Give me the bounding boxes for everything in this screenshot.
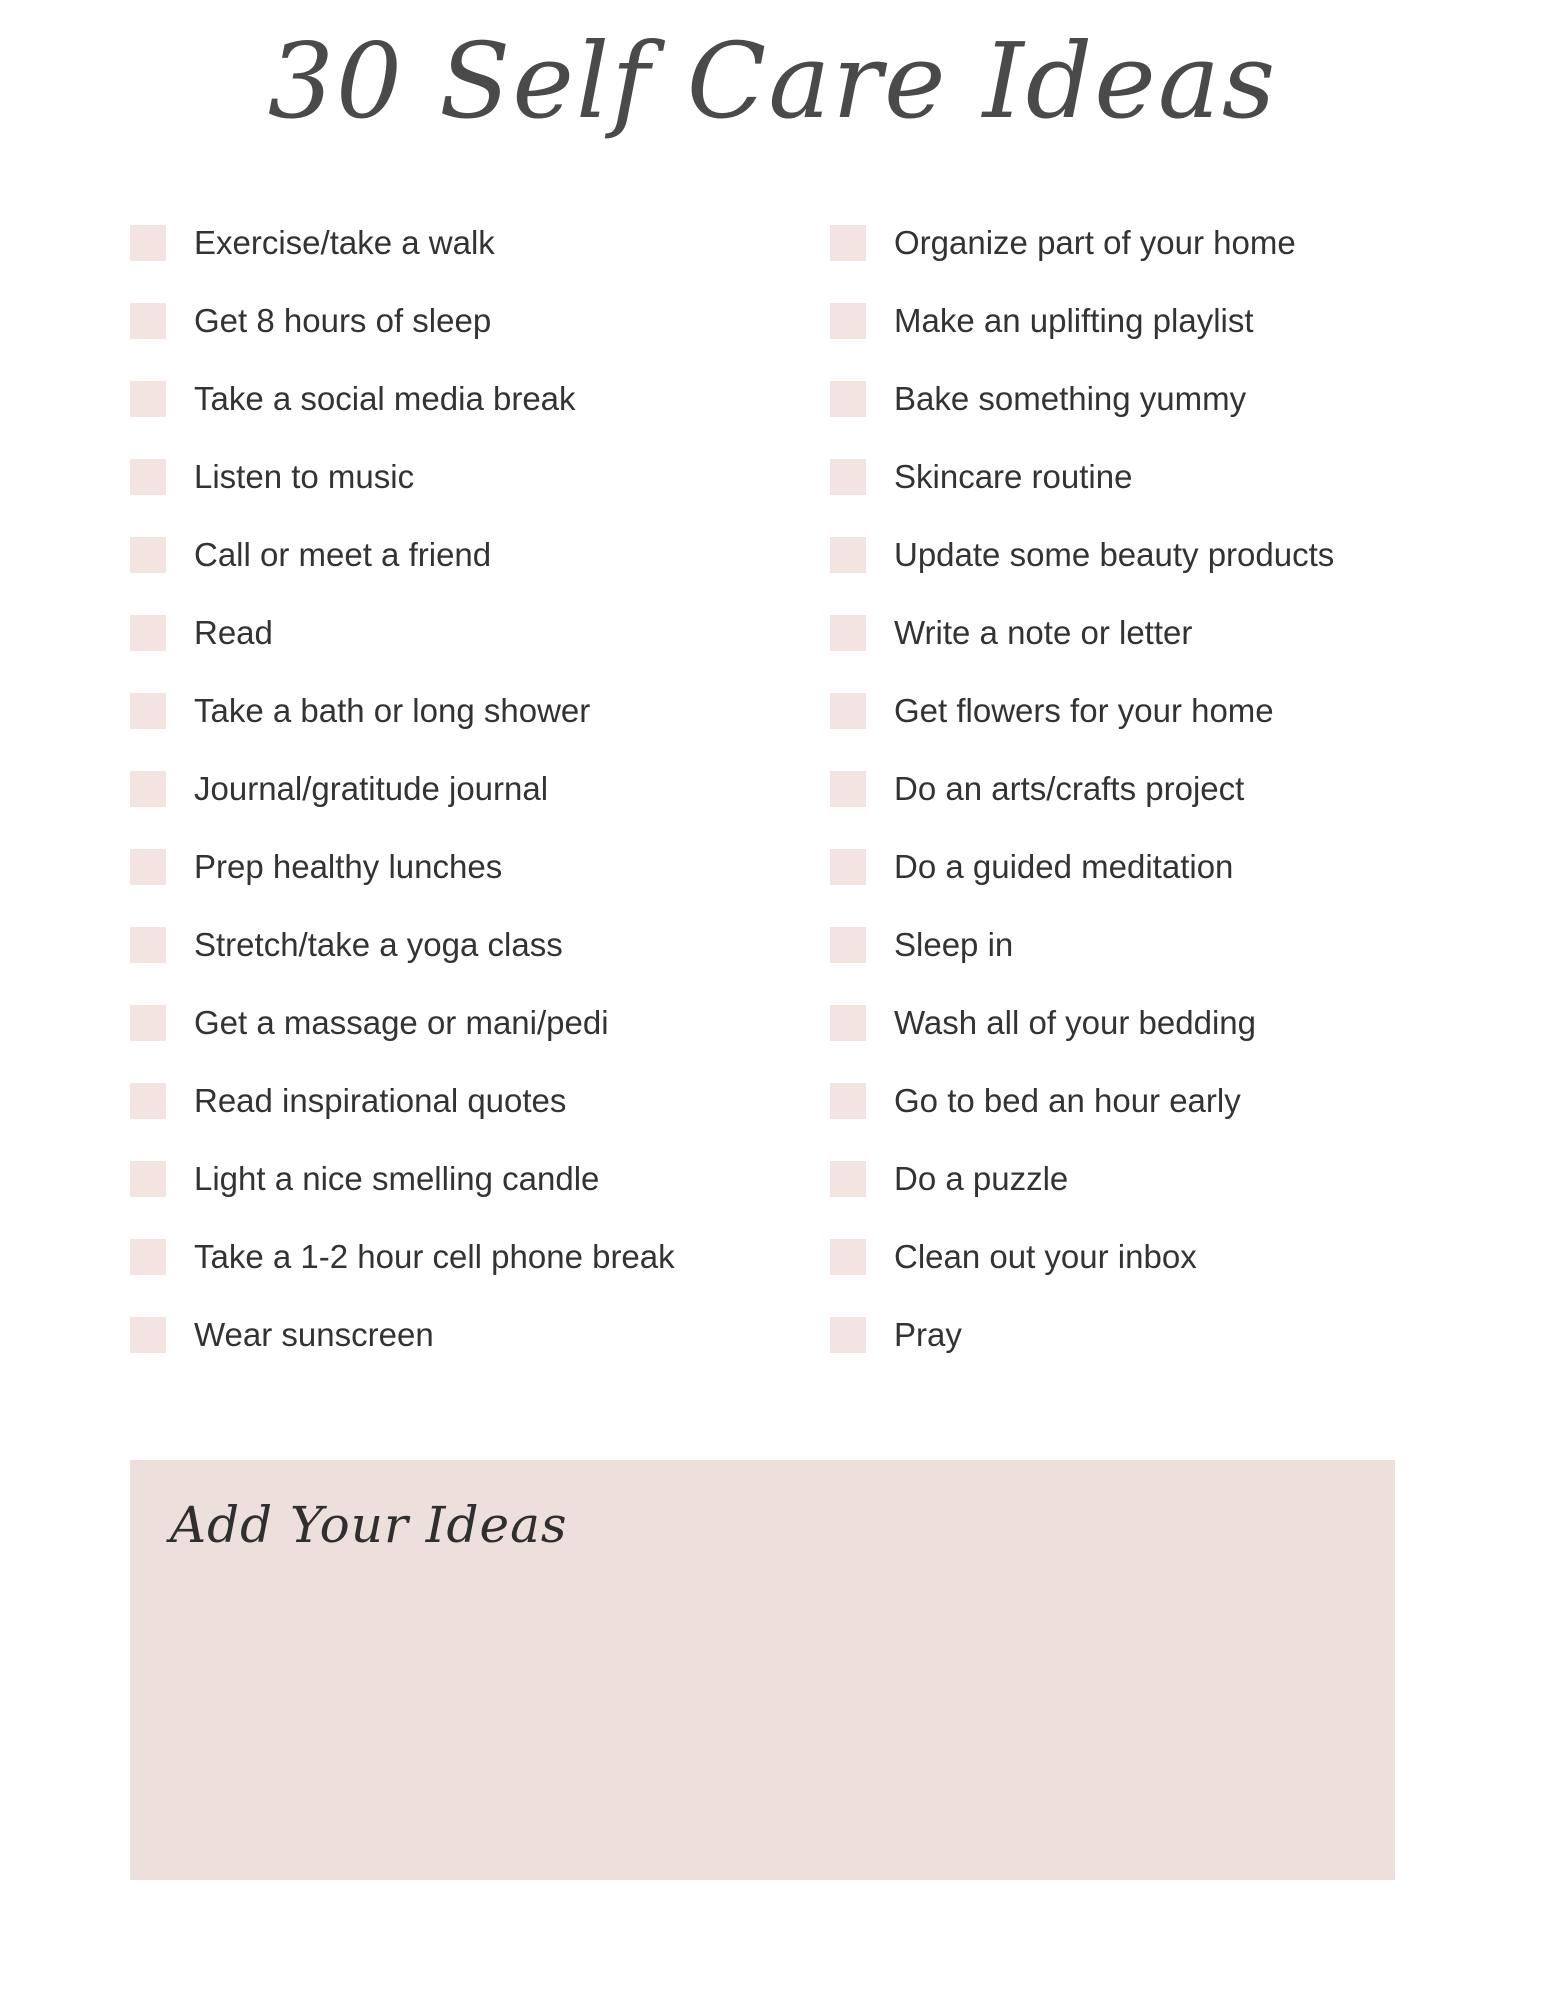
checkbox-icon[interactable] bbox=[830, 927, 866, 963]
list-item[interactable] bbox=[130, 1140, 830, 1218]
list-item-label: Wash all of your bedding bbox=[894, 1003, 1256, 1041]
checklist-columns bbox=[0, 204, 1545, 1374]
list-item-label: Light a nice smelling candle bbox=[194, 1159, 600, 1197]
list-item[interactable] bbox=[130, 1218, 830, 1296]
list-item[interactable] bbox=[130, 672, 830, 750]
checkbox-icon[interactable] bbox=[130, 1239, 166, 1275]
list-item[interactable] bbox=[830, 360, 1470, 438]
list-item-label: Take a social media break bbox=[194, 379, 576, 417]
list-item-label: Call or meet a friend bbox=[194, 535, 492, 573]
list-item-label: Do an arts/crafts project bbox=[894, 769, 1245, 807]
list-item[interactable] bbox=[830, 750, 1470, 828]
checkbox-icon[interactable] bbox=[830, 693, 866, 729]
list-item-label: Organize part of your home bbox=[894, 223, 1296, 261]
list-item-label: Make an uplifting playlist bbox=[894, 301, 1254, 339]
checkbox-icon[interactable] bbox=[130, 537, 166, 573]
list-item-label: Take a 1-2 hour cell phone break bbox=[194, 1237, 675, 1275]
list-item[interactable] bbox=[830, 672, 1470, 750]
list-item[interactable] bbox=[130, 594, 830, 672]
list-item-label: Listen to music bbox=[194, 457, 415, 495]
list-item[interactable] bbox=[830, 516, 1470, 594]
list-item-label: Write a note or letter bbox=[894, 613, 1193, 651]
list-item-label: Do a puzzle bbox=[894, 1159, 1069, 1197]
checkbox-icon[interactable] bbox=[830, 459, 866, 495]
list-item-label: Get flowers for your home bbox=[894, 691, 1274, 729]
list-item-label: Bake something yummy bbox=[894, 379, 1247, 417]
list-item-label: Wear sunscreen bbox=[194, 1315, 434, 1353]
list-item[interactable] bbox=[130, 1062, 830, 1140]
checkbox-icon[interactable] bbox=[830, 1161, 866, 1197]
list-item-label: Read bbox=[194, 613, 273, 651]
list-item[interactable] bbox=[830, 1062, 1470, 1140]
checkbox-icon[interactable] bbox=[830, 1317, 866, 1353]
checkbox-icon[interactable] bbox=[130, 615, 166, 651]
list-item[interactable] bbox=[130, 438, 830, 516]
checkbox-icon[interactable] bbox=[830, 849, 866, 885]
list-item-label: Do a guided meditation bbox=[894, 847, 1234, 885]
list-item-label: Update some beauty products bbox=[894, 535, 1335, 573]
list-item[interactable] bbox=[830, 204, 1470, 282]
checkbox-icon[interactable] bbox=[830, 303, 866, 339]
checkbox-icon[interactable] bbox=[830, 1239, 866, 1275]
list-item[interactable] bbox=[830, 828, 1470, 906]
list-item[interactable] bbox=[830, 1296, 1470, 1374]
list-item-label: Get 8 hours of sleep bbox=[194, 301, 492, 339]
list-item[interactable] bbox=[130, 1296, 830, 1374]
add-your-ideas-heading: Add Your Ideas bbox=[170, 1496, 568, 1554]
list-item[interactable] bbox=[830, 438, 1470, 516]
list-item[interactable] bbox=[130, 282, 830, 360]
checkbox-icon[interactable] bbox=[830, 1005, 866, 1041]
list-item[interactable] bbox=[830, 984, 1470, 1062]
list-item-label: Journal/gratitude journal bbox=[194, 769, 549, 807]
list-item[interactable] bbox=[130, 516, 830, 594]
list-item[interactable] bbox=[830, 1218, 1470, 1296]
list-item-label: Pray bbox=[894, 1315, 962, 1353]
checkbox-icon[interactable] bbox=[830, 771, 866, 807]
checkbox-icon[interactable] bbox=[130, 849, 166, 885]
list-item-label: Skincare routine bbox=[894, 457, 1133, 495]
list-item[interactable] bbox=[130, 204, 830, 282]
checkbox-icon[interactable] bbox=[130, 771, 166, 807]
checkbox-icon[interactable] bbox=[130, 1005, 166, 1041]
checkbox-icon[interactable] bbox=[830, 225, 866, 261]
checkbox-icon[interactable] bbox=[830, 615, 866, 651]
list-item[interactable] bbox=[830, 1140, 1470, 1218]
checklist-column-right bbox=[830, 204, 1470, 1374]
list-item[interactable] bbox=[130, 360, 830, 438]
checkbox-icon[interactable] bbox=[130, 1161, 166, 1197]
list-item-label: Exercise/take a walk bbox=[194, 223, 495, 261]
checkbox-icon[interactable] bbox=[130, 1083, 166, 1119]
checkbox-icon[interactable] bbox=[130, 459, 166, 495]
checkbox-icon[interactable] bbox=[130, 693, 166, 729]
checkbox-icon[interactable] bbox=[830, 1083, 866, 1119]
list-item-label: Read inspirational quotes bbox=[194, 1081, 567, 1119]
list-item[interactable] bbox=[830, 594, 1470, 672]
checklist-column-left bbox=[130, 204, 830, 1374]
list-item[interactable] bbox=[130, 984, 830, 1062]
list-item-label: Stretch/take a yoga class bbox=[194, 925, 563, 963]
checkbox-icon[interactable] bbox=[830, 537, 866, 573]
list-item-label: Clean out your inbox bbox=[894, 1237, 1197, 1275]
list-item[interactable] bbox=[830, 282, 1470, 360]
list-item[interactable] bbox=[130, 828, 830, 906]
list-item-label: Take a bath or long shower bbox=[194, 691, 591, 729]
add-your-ideas-panel[interactable] bbox=[130, 1460, 1395, 1880]
list-item-label: Go to bed an hour early bbox=[894, 1081, 1241, 1119]
checkbox-icon[interactable] bbox=[130, 927, 166, 963]
list-item-label: Sleep in bbox=[894, 925, 1014, 963]
checkbox-icon[interactable] bbox=[130, 381, 166, 417]
checkbox-icon[interactable] bbox=[830, 381, 866, 417]
list-item[interactable] bbox=[130, 750, 830, 828]
checkbox-icon[interactable] bbox=[130, 1317, 166, 1353]
checkbox-icon[interactable] bbox=[130, 303, 166, 339]
list-item-label: Get a massage or mani/pedi bbox=[194, 1003, 609, 1041]
list-item[interactable] bbox=[130, 906, 830, 984]
list-item[interactable] bbox=[830, 906, 1470, 984]
list-item-label: Prep healthy lunches bbox=[194, 847, 503, 885]
checkbox-icon[interactable] bbox=[130, 225, 166, 261]
page-title: 30 Self Care Ideas bbox=[267, 20, 1278, 142]
